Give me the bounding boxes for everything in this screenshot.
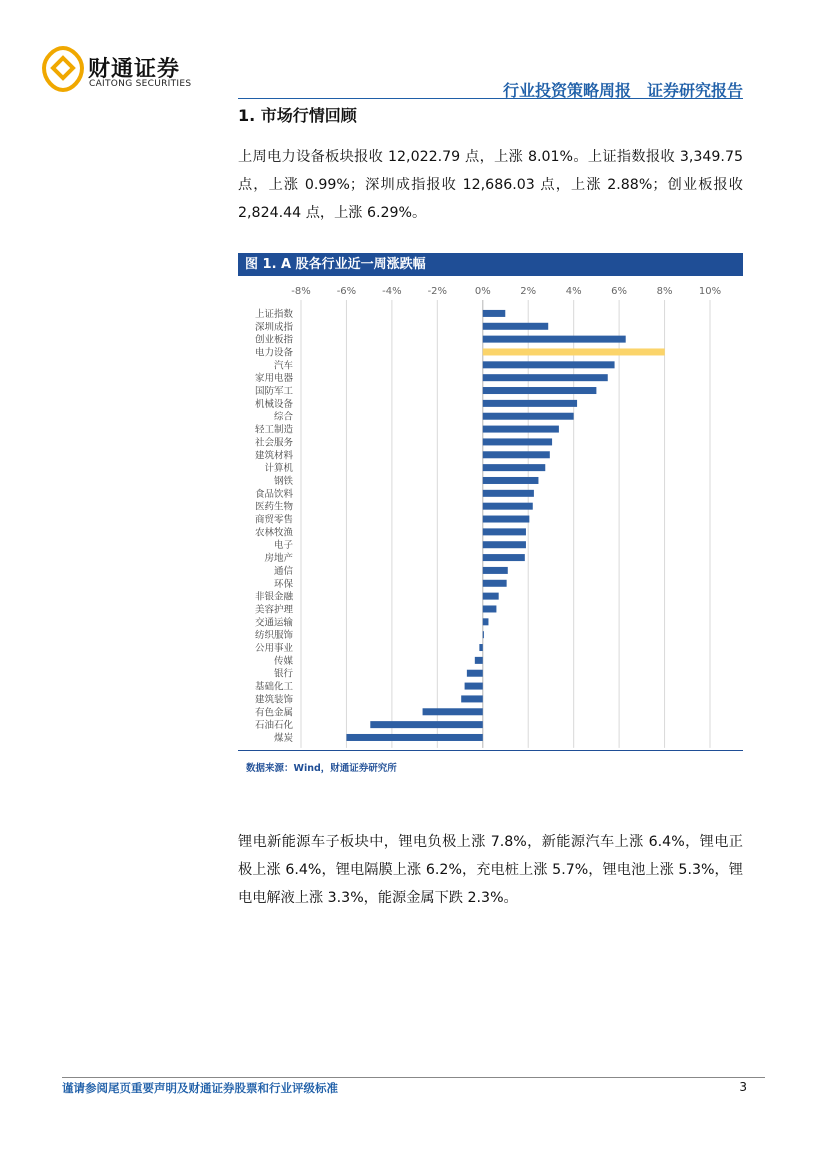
x-tick-label: -6% [336,286,357,297]
bar [483,631,484,638]
bar [483,503,533,510]
bar [483,361,615,368]
category-label: 建筑装饰 [254,694,293,706]
bar [483,580,507,587]
bar [483,387,597,394]
category-label: 通信 [273,565,293,577]
category-label: 国防军工 [254,386,293,398]
x-tick-label: -2% [427,286,448,297]
category-label: 创业板指 [254,334,293,346]
category-label: 建筑材料 [254,450,293,462]
bar [483,374,608,381]
figure-industry-weekly-change [238,253,743,751]
bar [483,336,626,343]
logo-english-name: CAITONG SECURITIES [89,79,192,89]
bar [483,618,489,625]
x-tick-label: 2% [520,286,537,297]
bar [483,348,665,355]
category-label: 机械设备 [254,398,293,410]
footer-disclaimer: 谨请参阅尾页重要声明及财通证券股票和行业评级标准 [62,1081,338,1095]
bar [483,528,526,535]
bar [483,310,505,317]
bar [483,451,550,458]
category-label: 钢铁 [273,475,293,487]
category-label: 石油石化 [254,720,293,732]
x-tick-label: 0% [474,286,491,297]
x-tick-label: 4% [565,286,582,297]
category-label: 银行 [273,668,293,680]
category-label: 深圳成指 [254,321,293,333]
category-label: 上证指数 [254,308,293,320]
bar [475,657,483,664]
x-tick-label: 10% [698,286,722,297]
bar [483,426,559,433]
category-label: 环保 [273,578,293,590]
bar [483,438,552,445]
category-label: 煤炭 [273,732,293,744]
bar [483,323,548,330]
figure-source: 数据来源：Wind，财通证券研究所 [246,763,397,774]
x-tick-label: 6% [611,286,628,297]
category-label: 农林牧渔 [254,527,293,539]
category-label: 基础化工 [254,681,293,693]
figure-bottom-rule [238,750,743,751]
category-label: 轻工制造 [254,424,293,436]
category-label: 社会服务 [254,437,293,449]
bar [483,554,525,561]
footer-divider [62,1077,765,1078]
section-title: 1. 市场行情回顾 [238,106,357,125]
bar [346,734,482,741]
category-label: 有色金属 [254,707,293,719]
category-label: 医药生物 [254,501,293,513]
market-review-paragraph: 上周电力设备板块报收 12,022.79 点，上涨 8.01%。上证指数报收 3,349.75 点，上涨 0.99%；深圳成指报收 12,686.03 点，上涨 2.88%；创业板报收 2,824.44 点，上涨 6.29%。 [238,149,743,221]
category-label: 综合 [273,411,293,423]
bar [483,477,539,484]
bar [483,605,497,612]
category-label: 计算机 [264,463,293,475]
bar [483,541,526,548]
bar-chart [238,276,743,750]
bar [483,490,534,497]
bar [465,683,483,690]
x-tick-label: -8% [291,286,311,297]
bar [479,644,482,651]
category-label: 汽车 [273,360,293,372]
lithium-subsector-paragraph: 锂电新能源车子板块中，锂电负极上涨 7.8%，新能源汽车上涨 6.4%，锂电正极上涨 6.4%，锂电隔膜上涨 6.2%，充电桩上涨 5.7%，锂电池上涨 5.3%，锂电电解液上涨 3.3%，能源金属下跌 2.3%。 [238,834,743,906]
x-tick-label: 8% [656,286,673,297]
bar [483,567,508,574]
header-divider [238,98,743,99]
bar [483,593,499,600]
bar [483,516,530,523]
bar [461,695,483,702]
category-label: 公用事业 [254,643,293,655]
bar [423,708,483,715]
report-category: 证券研究报告 [646,81,743,100]
bar [483,413,574,420]
category-label: 商贸零售 [254,514,293,526]
x-tick-label: -4% [382,286,402,297]
bar [483,400,577,407]
category-label: 非银金融 [254,591,293,603]
category-label: 交通运输 [254,617,293,629]
bar [483,464,545,471]
company-logo [42,46,212,96]
logo-mark-icon [42,46,84,92]
category-label: 纺织服饰 [254,630,293,642]
page-number: 3 [739,1080,747,1094]
category-label: 传媒 [273,655,293,667]
report-type: 行业投资策略周报 [502,81,631,100]
category-label: 电子 [273,540,293,552]
category-label: 电力设备 [254,347,293,359]
logo-chinese-name: 财通证券 [88,57,181,82]
figure-caption: 图 1. A 股各行业近一周涨跌幅 [238,253,743,276]
category-label: 食品饮料 [254,488,293,500]
bar [467,670,483,677]
bar [370,721,482,728]
category-label: 家用电器 [254,373,293,385]
category-label: 房地产 [264,553,293,565]
category-label: 美容护理 [254,604,293,616]
